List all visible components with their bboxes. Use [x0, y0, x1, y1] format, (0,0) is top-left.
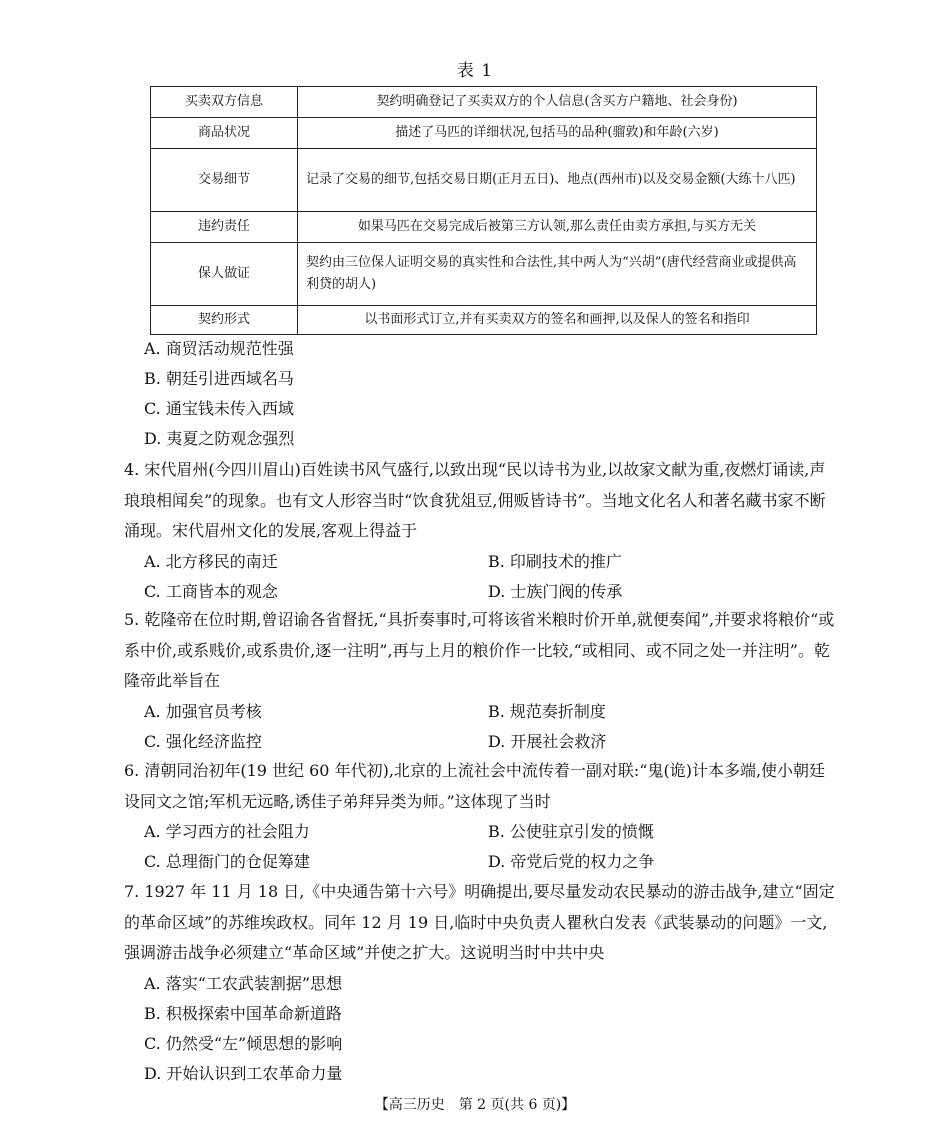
table-key: 商品状况 — [151, 118, 298, 149]
option-a: A. 北方移民的南迁 — [144, 551, 278, 571]
question-5 — [124, 605, 836, 757]
option-c: C. 强化经济监控 — [144, 731, 262, 751]
option-row — [124, 847, 836, 877]
option-c: C. 通宝钱未传入西域 — [144, 399, 294, 418]
option-b: B. 规范奏折制度 — [488, 701, 606, 721]
option-a: A. 学习西方的社会阻力 — [144, 822, 310, 841]
option-row — [124, 727, 836, 757]
table-key: 交易细节 — [151, 149, 298, 212]
table-key: 保人做证 — [151, 243, 298, 306]
table-key: 违约责任 — [151, 212, 298, 243]
option-b: B. 公使驻京引发的愤慨 — [488, 822, 654, 841]
option-row — [124, 547, 836, 577]
table-row — [151, 243, 817, 306]
option-b: B. 积极探索中国革命新道路 — [144, 1003, 342, 1023]
question-stem: 5. 乾隆帝在位时期,曾诏谕各省督抚,“具折奏事时,可将该省米粮时价开单,就便奏闻”,并要求将粮价“或系中价,或系贱价,或系贵价,逐一注明”,再与上月的粮价作一比较,“或相同、或不同之处一并注明”。乾隆帝此举旨在 — [124, 610, 835, 690]
table-key: 买卖双方信息 — [151, 87, 298, 118]
table-row — [151, 87, 817, 118]
option-row — [124, 817, 836, 847]
table-row — [151, 118, 817, 149]
option-a: A. 加强官员考核 — [144, 701, 262, 721]
option-row — [124, 577, 836, 607]
option-a: A. 落实“工农武装割据”思想 — [144, 973, 343, 993]
table-value: 描述了马匹的详细状况,包括马的品种(骝敦)和年龄(六岁) — [298, 118, 817, 149]
table-row — [151, 149, 817, 212]
option-row — [124, 697, 836, 727]
question-6 — [124, 756, 836, 877]
question-4 — [124, 455, 836, 607]
question-3-options — [124, 334, 836, 454]
option-c: C. 仍然受“左”倾思想的影响 — [144, 1033, 343, 1053]
option-d: D. 夷夏之防观念强烈 — [144, 429, 295, 448]
question-stem: 7. 1927 年 11 月 18 日,《中央通告第十六号》明确提出,要尽量发动农民暴动的游击战争,建立“固定的革命区域”的苏维埃政权。同年 12 月 19 日,临时中央负责人瞿秋白发表《武装暴动的问题》一文,强调游击战争必须建立“革命区域”并使之扩大。这说明当时中共中央 — [124, 882, 835, 962]
table-value: 契约明确登记了买卖双方的个人信息(含买方户籍地、社会身份) — [298, 87, 817, 118]
table-row — [151, 306, 817, 335]
table-title: 表 1 — [456, 61, 494, 81]
option-a: A. 商贸活动规范性强 — [144, 339, 294, 358]
option-b: B. 印刷技术的推广 — [488, 551, 622, 571]
table-value: 记录了交易的细节,包括交易日期(正月五日)、地点(西州市)以及交易金额(大练十八匹) — [298, 149, 817, 212]
page-footer: 【高三历史 第 2 页(共 6 页)】 — [374, 1097, 576, 1113]
question-stem: 4. 宋代眉州(今四川眉山)百姓读书风气盛行,以致出现“民以诗书为业,以故家文献为重,夜燃灯诵读,声琅琅相闻矣”的现象。也有文人形容当时“饮食犹俎豆,佣贩皆诗书”。当地文化名人和著名藏书家不断涌现。宋代眉州文化的发展,客观上得益于 — [124, 460, 826, 540]
option-d: D. 开展社会救济 — [488, 731, 607, 751]
question-7 — [124, 877, 836, 1089]
table-value: 契约由三位保人证明交易的真实性和合法性,其中两人为“兴胡”(唐代经营商业或提供高利贷的胡人) — [298, 243, 817, 306]
table-key: 契约形式 — [151, 306, 298, 335]
option-c: C. 工商皆本的观念 — [144, 581, 278, 601]
option-b: B. 朝廷引进西域名马 — [144, 369, 294, 388]
table-value: 以书面形式订立,并有买卖双方的签名和画押,以及保人的签名和指印 — [298, 306, 817, 335]
contract-table — [150, 86, 817, 335]
option-d: D. 开始认识到工农革命力量 — [144, 1063, 343, 1083]
question-stem: 6. 清朝同治初年(19 世纪 60 年代初),北京的上流社会中流传着一副对联:“鬼(诡)计本多端,使小朝廷设同文之馆;军机无远略,诱佳子弟拜异类为师。”这体现了当时 — [124, 761, 826, 811]
table-value: 如果马匹在交易完成后被第三方认领,那么责任由卖方承担,与买方无关 — [298, 212, 817, 243]
table-row — [151, 212, 817, 243]
option-d: D. 帝党后党的权力之争 — [488, 852, 655, 871]
option-c: C. 总理衙门的仓促筹建 — [144, 852, 310, 871]
option-d: D. 士族门阀的传承 — [488, 581, 623, 601]
